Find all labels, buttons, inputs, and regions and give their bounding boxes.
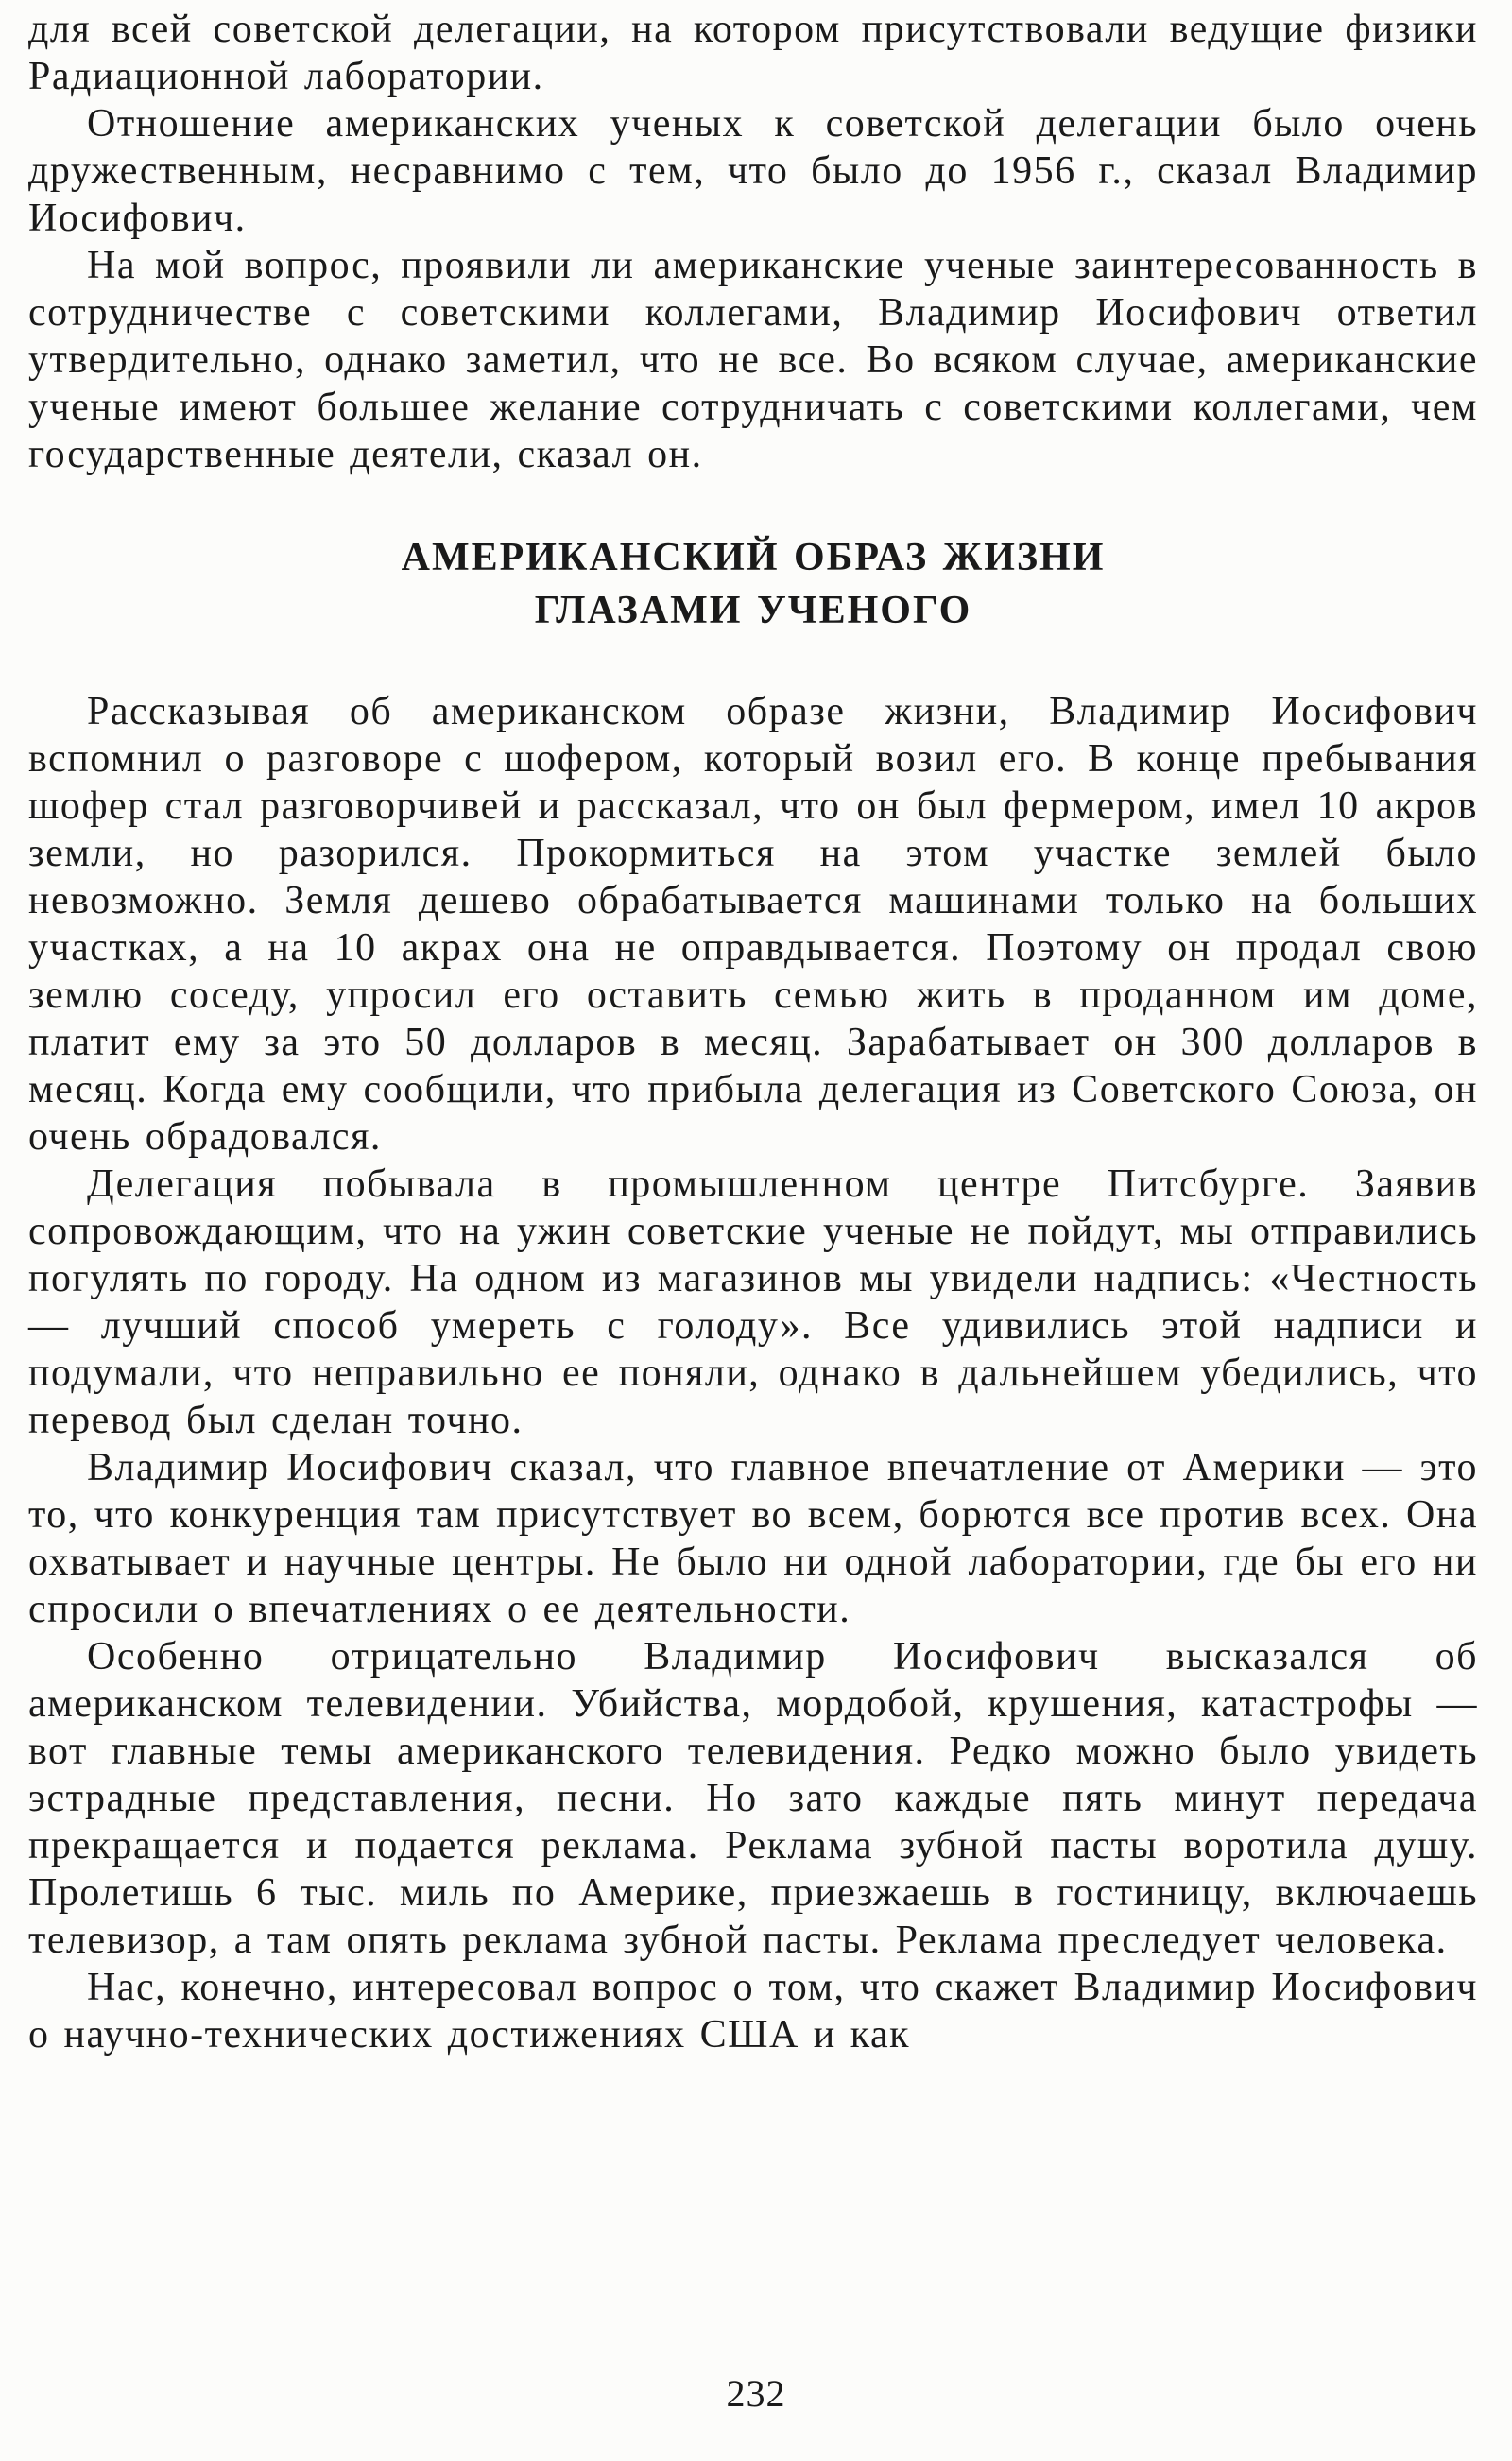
paragraph: На мой вопрос, проявили ли американские ученые заинтересованность в сотрудничестве с советскими коллегами, Владимир Иосифович ответил утвердительно, однако заметил, что не все. Во всяком случае, американские ученые имеют большее желание сотрудничать с советскими коллегами, чем государственные деятели, сказал он. — [28, 244, 1478, 476]
body-text — [28, 6, 1478, 2058]
paragraph: Владимир Иосифович сказал, что главное впечатление от Америки — это то, что конкуренция там присутствует во всем, борются все против всех. Она охватывает и научные центры. Не было ни одной лаборатории, где бы его ни спросили о впечатлениях о ее деятельности. — [28, 1446, 1478, 1631]
section-heading-line-1: АМЕРИКАНСКИЙ ОБРАЗ ЖИЗНИ — [401, 536, 1106, 579]
paragraph: Нас, конечно, интересовал вопрос о том, что скажет Владимир Иосифович о научно-технических достижениях США и как — [28, 1966, 1478, 2057]
paragraph: Отношение американских ученых к советской делегации было очень дружественным, несравнимо с тем, что было до 1956 г., сказал Владимир Иосифович. — [28, 102, 1478, 240]
section-heading-line-2: ГЛАЗАМИ УЧЕНОГО — [534, 589, 972, 632]
paragraph: Делегация побывала в промышленном центре Питсбурге. Заявив сопровождающим, что на ужин советские ученые не пойдут, мы отправились погулять по городу. На одном из магазинов мы увидели надпись: «Честность — лучший способ умереть с голоду». Все удивились этой надписи и подумали, что неправильно ее поняли, однако в дальнейшем убедились, что перевод был сделан точно. — [28, 1162, 1478, 1442]
paragraph-continuation: для всей советской делегации, на котором присутствовали ведущие физики Радиационной лаборатории. — [28, 8, 1478, 98]
paragraph: Рассказывая об американском образе жизни, Владимир Иосифович вспомнил о разговоре с шофером, который возил его. В конце пребывания шофер стал разговорчивей и рассказал, что он был фермером, имел 10 акров земли, но разорился. Прокормиться на этом участке землей было невозможно. Земля дешево обрабатывается машинами только на больших участках, а на 10 акрах она не оправдывается. Поэтому он продал свою землю соседу, упросил его оставить семью жить в проданном им доме, платит ему за это 50 долларов в месяц. Зарабатывает он 300 долларов в месяц. Когда ему сообщили, что прибыла делегация из Советского Союза, он очень обрадовался. — [28, 690, 1478, 1159]
section-heading — [28, 531, 1478, 637]
paragraph: Особенно отрицательно Владимир Иосифович высказался об американском телевидении. Убийства, мордобой, крушения, катастрофы — вот главные темы американского телевидения. Редко можно было увидеть эстрадные представления, песни. Но зато каждые пять минут передача прекращается и подается реклама. Реклама зубной пасты воротила душу. Пролетишь 6 тыс. миль по Америке, приезжаешь в гостиницу, включаешь телевизор, а там опять реклама зубной пасты. Реклама преследует человека. — [28, 1635, 1478, 1962]
page-number: 232 — [726, 2372, 786, 2415]
